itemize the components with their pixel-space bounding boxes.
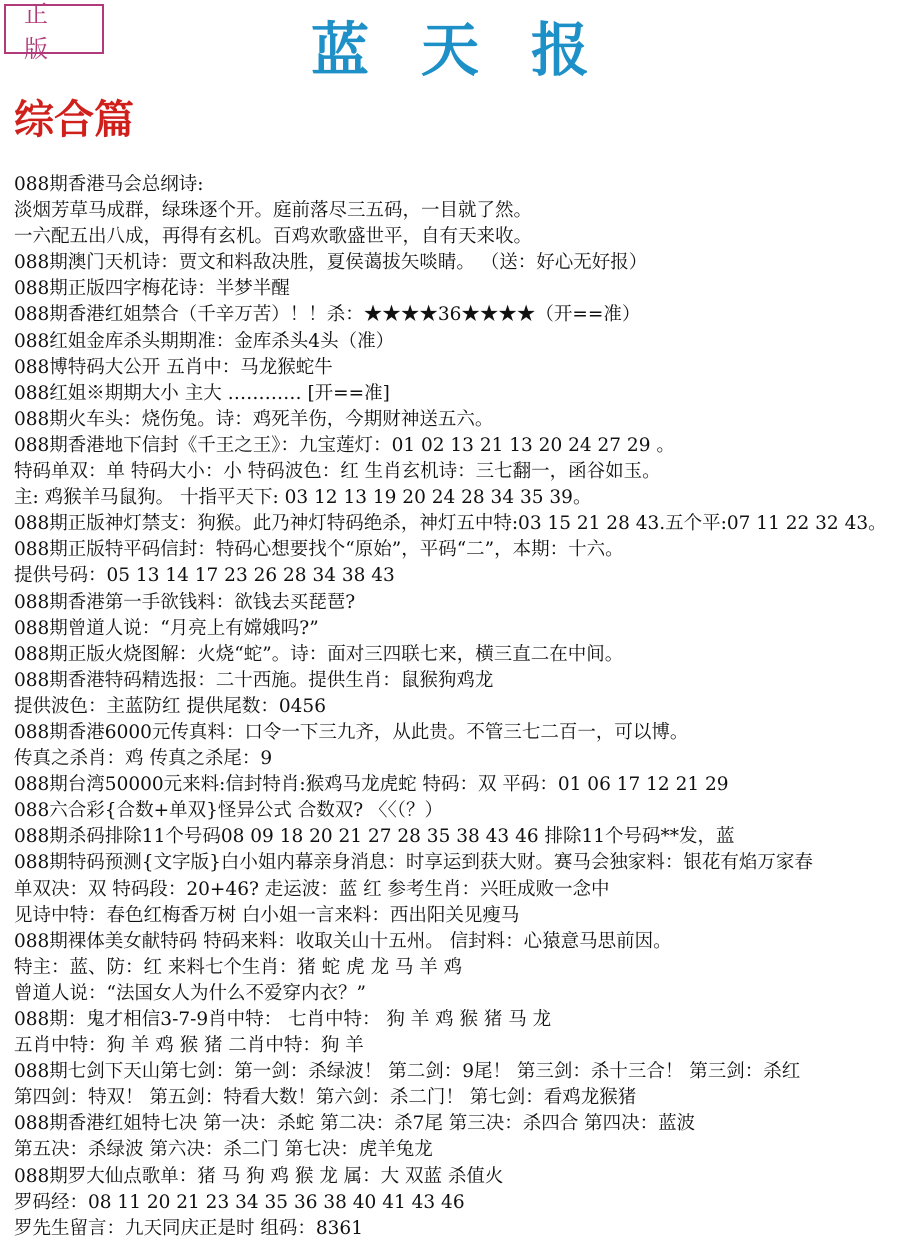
content-line: 主: 鸡猴羊马鼠狗。 十指平天下: 03 12 13 19 20 24 28 34 35 39。: [14, 487, 592, 509]
content-line: 淡烟芳草马成群，绿珠逐个开。庭前落尽三五码，一目就了然。: [14, 200, 533, 222]
content-line: 088期正版神灯禁支：狗猴。此乃神灯特码绝杀，神灯五中特:03 15 21 28 43.五个平:07 11 22 32 43。: [14, 513, 887, 535]
edition-badge: 正版: [4, 4, 104, 54]
content-line: 088期七剑下天山第七剑：第一剑：杀绿波！ 第二剑：9尾！ 第三剑：杀十三合！ 第三剑：杀红: [14, 1061, 801, 1083]
content-line: 088期香港红姐特七决 第一决：杀蛇 第二决：杀7尾 第三决：杀四合 第四决：蓝波: [14, 1113, 696, 1135]
content-line: 一六配五出八成，再得有玄机。百鸡欢歌盛世平，自有天来收。: [14, 226, 533, 248]
content-line: 088期罗大仙点歌单：猪 马 狗 鸡 猴 龙 属：大 双蓝 杀值火: [14, 1165, 504, 1187]
content-line: 088期正版特平码信封：特码心想要找个“原始”，平码“二”，本期：十六。: [14, 539, 624, 561]
content-line: 特主：蓝、防：红 来料七个生肖：猪 蛇 虎 龙 马 羊 鸡: [14, 956, 463, 978]
content-line: 088期香港6000元传真料：口令一下三九齐，从此贵。不管三七二百一，可以博。: [14, 721, 689, 743]
content-line: 五肖中特：狗 羊 鸡 猴 猪 二肖中特：狗 羊: [14, 1035, 364, 1057]
content-line: 曾道人说：“法国女人为什么不爱穿内衣？”: [14, 982, 366, 1004]
content-line: 088期台湾50000元来料:信封特肖:猴鸡马龙虎蛇 特码：双 平码：01 06 17 12 21 29: [14, 774, 729, 796]
content-line: 088期杀码排除11个号码08 09 18 20 21 27 28 35 38 43 46 排除11个号码**发，蓝: [14, 826, 735, 848]
content-line: 088期：鬼才相信3-7-9肖中特： 七肖中特： 狗 羊 鸡 猴 猪 马 龙: [14, 1009, 552, 1030]
content-line: 088期香港特码精选报：二十西施。提供生肖：鼠猴狗鸡龙: [14, 669, 494, 691]
content-line: 罗先生留言：九天同庆正是时 组码：8361: [14, 1217, 363, 1239]
content-lines: [14, 172, 894, 1242]
content-line: 见诗中特：春色红梅香万树 白小姐一言来料：西出阳关见瘦马: [14, 904, 520, 926]
content-line: 特码单双：单 特码大小：小 特码波色：红 生肖玄机诗：三七翻一，函谷如玉。: [14, 461, 661, 483]
content-line: 088期香港地下信封《千王之王》：九宝莲灯：01 02 13 21 13 20 24 27 29 。: [14, 434, 675, 456]
content-line: 第五决：杀绿波 第六决：杀二门 第七决：虎羊兔龙: [14, 1139, 433, 1161]
content-line: 088六合彩{合数+单双}怪异公式 合数双? 〈〈（？）: [14, 800, 444, 822]
page-title: 蓝天报: [310, 16, 641, 84]
content-line: 第四剑：特双！ 第五剑：特看大数！第六剑：杀二门！ 第七剑：看鸡龙猴猪: [14, 1087, 637, 1109]
content-line: 088期香港红姐禁合（千辛万苦）！！杀：★★★★36★★★★（开==准）: [14, 304, 641, 326]
content-line: 088期正版火烧图解：火烧“蛇”。诗：面对三四联七来，横三直二在中间。: [14, 643, 624, 665]
content-line: 单双决：双 特码段：20+46? 走运波：蓝 红 参考生肖：兴旺成败一念中: [14, 878, 610, 900]
content-line: 088期特码预测{文字版}白小姐内幕亲身消息：时享运到获大财。赛马会独家料：银花有焰万家春: [14, 852, 813, 874]
content-line: 088博特码大公开 五肖中：马龙猴蛇牛: [14, 356, 333, 378]
content-line: 088红姐※期期大小 主大 ………… [开==准]: [14, 382, 390, 404]
content-line: 088期裸体美女献特码 特码来料：收取关山十五州。 信封料：心猿意马思前因。: [14, 930, 672, 952]
content-line: 088红姐金库杀头期期准：金库杀头4头（准）: [14, 330, 395, 352]
content-line: 传真之杀肖：鸡 传真之杀尾：9: [14, 748, 273, 770]
content-line: 088期澳门天机诗：贾文和料敌决胜，夏侯蔼拔矢啖睛。 （送：好心无好报）: [14, 252, 648, 274]
content-line: 088期香港马会总纲诗:: [14, 174, 204, 195]
content-line: 088期香港第一手欲钱料：欲钱去买琵琶?: [14, 591, 356, 613]
content-line: 罗码经：08 11 20 21 23 34 35 36 38 40 41 43 46: [14, 1191, 465, 1213]
content-line: 088期曾道人说：“月亮上有嫦娥吗?”: [14, 617, 319, 639]
content-line: 088期正版四字梅花诗：半梦半醒: [14, 278, 290, 300]
content-line: 提供号码：05 13 14 17 23 26 28 34 38 43: [14, 565, 395, 587]
section-heading: 综合篇: [14, 96, 134, 143]
content-line: 088期火车头：烧伤兔。诗：鸡死羊伤，今期财神送五六。: [14, 408, 494, 430]
content-line: 提供波色：主蓝防红 提供尾数：0456: [14, 695, 326, 717]
